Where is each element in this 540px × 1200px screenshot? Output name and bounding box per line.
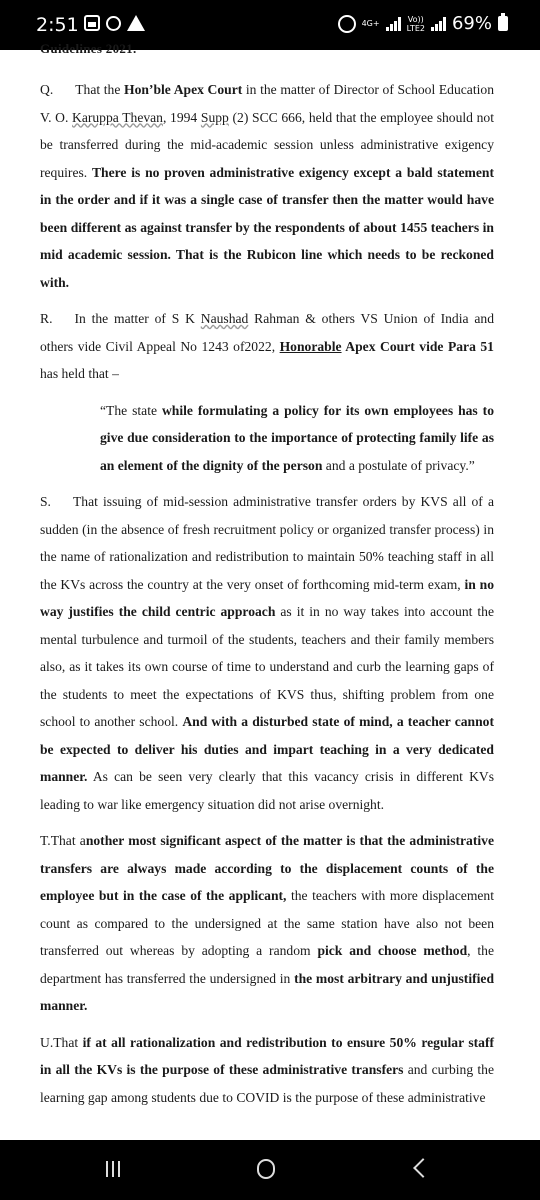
navigation-bar	[0, 1140, 540, 1200]
paragraph-q: Q. That the Hon’ble Apex Court in the matter of Director of School Education V. O. Karuppa Thevan, 1994 Supp (2) SCC 666, held that the employee should not be transferred during the mid-academic session unless administrative exigency requires. There is no proven administrative exigency except a bald statement in the order and if it was a single case of transfer then the matter would have been different as against transfer by the respondents of about 1455 teachers in mid academic session. That is the Rubicon line which needs to be reckoned with.	[40, 82, 494, 290]
document-body	[40, 76, 494, 1111]
battery-icon	[498, 16, 508, 31]
paragraph-marker: R.	[40, 311, 53, 326]
paragraph-marker: S.	[40, 494, 51, 509]
gallery-notification-icon	[84, 15, 100, 31]
notification-icons	[84, 15, 145, 31]
back-icon[interactable]	[413, 1158, 433, 1178]
signal-icon-2	[431, 17, 446, 31]
signal-icon-1	[386, 17, 401, 31]
home-icon[interactable]	[257, 1159, 275, 1179]
block-quote: “The state while formulating a policy for its own employees has to give due consideration to the importance of protecting family life as an element of the dignity of the person and a postulate of privacy.”	[100, 402, 494, 473]
recent-apps-icon[interactable]	[106, 1161, 120, 1177]
system-icons	[338, 13, 508, 34]
warning-notification-icon	[127, 15, 145, 31]
sync-notification-icon	[106, 16, 121, 31]
paragraph-r: R. In the matter of S K Naushad Rahman & others VS Union of India and others vide Civil Appeal No 1243 of2022, Honorable Apex Court vide Para 51 has held that –	[40, 311, 494, 381]
paragraph-t: T.That another most significant aspect of the matter is that the administrative transfers are always made according to the displacement counts of the employee but in the case of the applicant, the teachers with more displacement count as compared to the undersigned at the same station have also not been transferred out whereas by adopting a random pick and choose method, the department has transferred the undersigned in the most arbitrary and unjustified manner.	[40, 833, 495, 1013]
cut-off-heading: Guidelines 2021.	[40, 41, 137, 56]
paragraph-marker: Q.	[40, 82, 54, 97]
battery-percent: 69%	[451, 13, 492, 34]
paragraph-s: S. That issuing of mid-session administrative transfer orders by KVS all of a sudden (in the absence of fresh recruitment policy or organized transfer process) in the name of rationalization and redistribution to maintain 50% teaching staff in all the KVs across the country at the very onset of forthcoming mid-term exam, in no way justifies the child centric approach as it in no way takes into account the mental turbulence and turmoil of the students, teachers and their family members also, as it takes its own course of time to understand and curb the learning gaps of the students to meet the expectations of KVS thus, shifting problem from one school to another school. And with a disturbed state of mind, a teacher cannot be expected to deliver his duties and impart teaching in a very dedicated manner. As can be seen very clearly that this vacancy crisis in different KVs leading to war like emergency situation did not arise overnight.	[40, 494, 495, 812]
network-type-label: 4G+	[361, 19, 380, 28]
paragraph-u: U.That if at all rationalization and redistribution to ensure 50% regular staff in all the KVs is the purpose of these administrative transfers and curbing the learning gap among students due to COVID is the purpose of these administrative	[40, 1034, 494, 1105]
alarm-icon	[338, 15, 356, 33]
status-time: 2:51	[36, 14, 79, 36]
volte-label: Vo)) LTE2	[406, 14, 425, 33]
